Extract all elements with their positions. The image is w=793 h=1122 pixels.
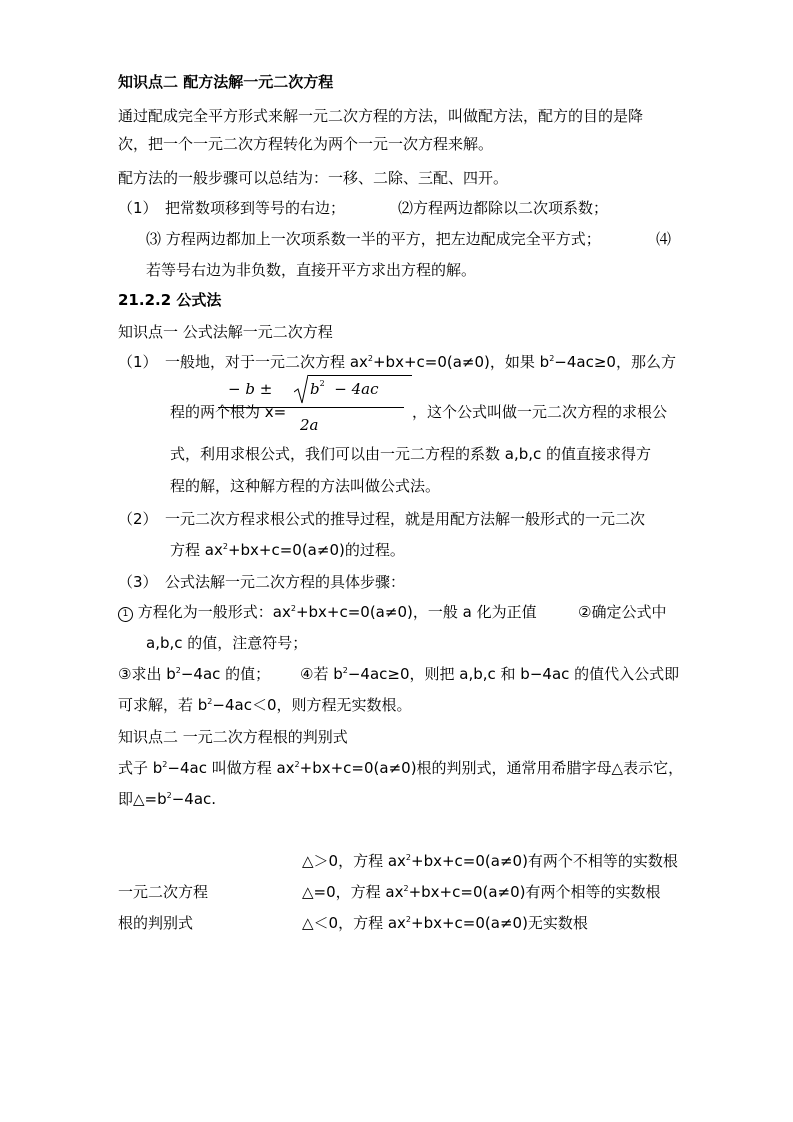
step-2: ⑵方程两边都除以二次项系数； bbox=[398, 199, 609, 217]
paragraph-line: （2） 一元二次方程求根公式的推导过程，就是用配方法解一般形式的一元二次 bbox=[118, 510, 646, 528]
sqrt-symbol bbox=[294, 374, 308, 404]
discriminant-label-line2: 根的判别式 bbox=[118, 914, 194, 932]
formula-intro-line: （1） 一般地，对于一元二次方程 $ax^2+bx+c=0(a\ne 0)$，如果 $b^2-4ac\ge 0$，那么方 bbox=[118, 353, 676, 371]
paragraph-line: 即$\triangle=b^2-4ac$. bbox=[118, 790, 217, 808]
discriminant-label-line1: 一元二次方程 bbox=[118, 883, 209, 901]
formula-step-1: 1 方程化为一般形式：$ax^2+bx+c=0(a\ne 0)$，一般 a 化为正值 bbox=[118, 602, 537, 622]
discriminant-case-zero: △=0，方程 $ax^2+bx+c=0(a\ne 0)$有两个相等的实数根 bbox=[302, 883, 661, 901]
formula-step-4: ④若 $b^2-4ac\ge 0$，则把 a,b,c 和 b−4ac 的值代入公式即 bbox=[300, 665, 680, 683]
formula-step-3: ③求出 $b^2-4ac$ 的值； bbox=[118, 665, 271, 683]
paragraph-line: 式子 $b^2-4ac$ 叫做方程 $ax^2+bx+c=0(a\ne 0)$根的判别式，通常用希腊字母△表示它， bbox=[118, 759, 684, 777]
formula-step-2: ②确定公式中 bbox=[578, 603, 667, 621]
paragraph-line: 通过配成完全平方形式来解一元二次方程的方法，叫做配方法，配方的目的是降 bbox=[118, 107, 644, 125]
step-4-marker: ⑷ bbox=[656, 230, 672, 248]
paragraph-line: 方程 $ax^2+bx+c=0(a\ne 0)$的过程。 bbox=[170, 541, 405, 559]
step-3: ⑶ 方程两边都加上一次项系数一半的平方，把左边配成完全平方式； bbox=[146, 230, 601, 248]
paragraph-line: （3） 公式法解一元二次方程的具体步骤： bbox=[118, 573, 406, 591]
formula-numerator: − b ± $b^2 - 4ac$ bbox=[228, 380, 272, 398]
paragraph-line: a,b,c 的值，注意符号； bbox=[146, 634, 308, 652]
circled-number: 1 bbox=[118, 607, 133, 622]
sqrt-overline bbox=[308, 375, 412, 376]
paragraph-line: 配方法的一般步骤可以总结为：一移、二除、三配、四开。 bbox=[118, 169, 509, 187]
step-1: （1） 把常数项移到等号的右边； bbox=[118, 199, 346, 217]
section-heading-formula: 21.2.2 公式法 bbox=[118, 291, 222, 309]
roots-line-prefix: 程的两个根为 x= bbox=[170, 403, 287, 421]
paragraph-line: ，这个公式叫做一元二次方程的求根公 bbox=[412, 403, 668, 421]
paragraph-line: 次，把一个一元二次方程转化为两个一元一次方程来解。 bbox=[118, 135, 494, 153]
subheading-discriminant: 知识点二 一元二次方程根的判别式 bbox=[118, 728, 348, 746]
discriminant-case-negative: △＜0，方程 $ax^2+bx+c=0(a\ne 0)$无实数根 bbox=[302, 914, 588, 932]
step-4: 若等号右边为非负数，直接开平方求出方程的解。 bbox=[146, 261, 477, 279]
quadratic-formula bbox=[218, 378, 408, 440]
formula-denominator: 2a bbox=[300, 416, 319, 434]
paragraph-line: 可求解，若 $b^2-4ac<0$，则方程无实数根。 bbox=[118, 696, 412, 714]
discriminant-case-positive: △＞0，方程 $ax^2+bx+c=0(a\ne 0)$有两个不相等的实数根 bbox=[302, 852, 678, 870]
paragraph-line: 式，利用求根公式，我们可以由一元二方程的系数 a,b,c 的值直接求得方 bbox=[170, 445, 652, 463]
fraction-bar bbox=[218, 407, 404, 408]
paragraph-line: 程的解，这种解方程的方法叫做公式法。 bbox=[170, 477, 441, 495]
subheading-formula-method: 知识点一 公式法解一元二次方程 bbox=[118, 323, 333, 341]
section-heading-completing-square: 知识点二 配方法解一元二次方程 bbox=[118, 73, 334, 91]
